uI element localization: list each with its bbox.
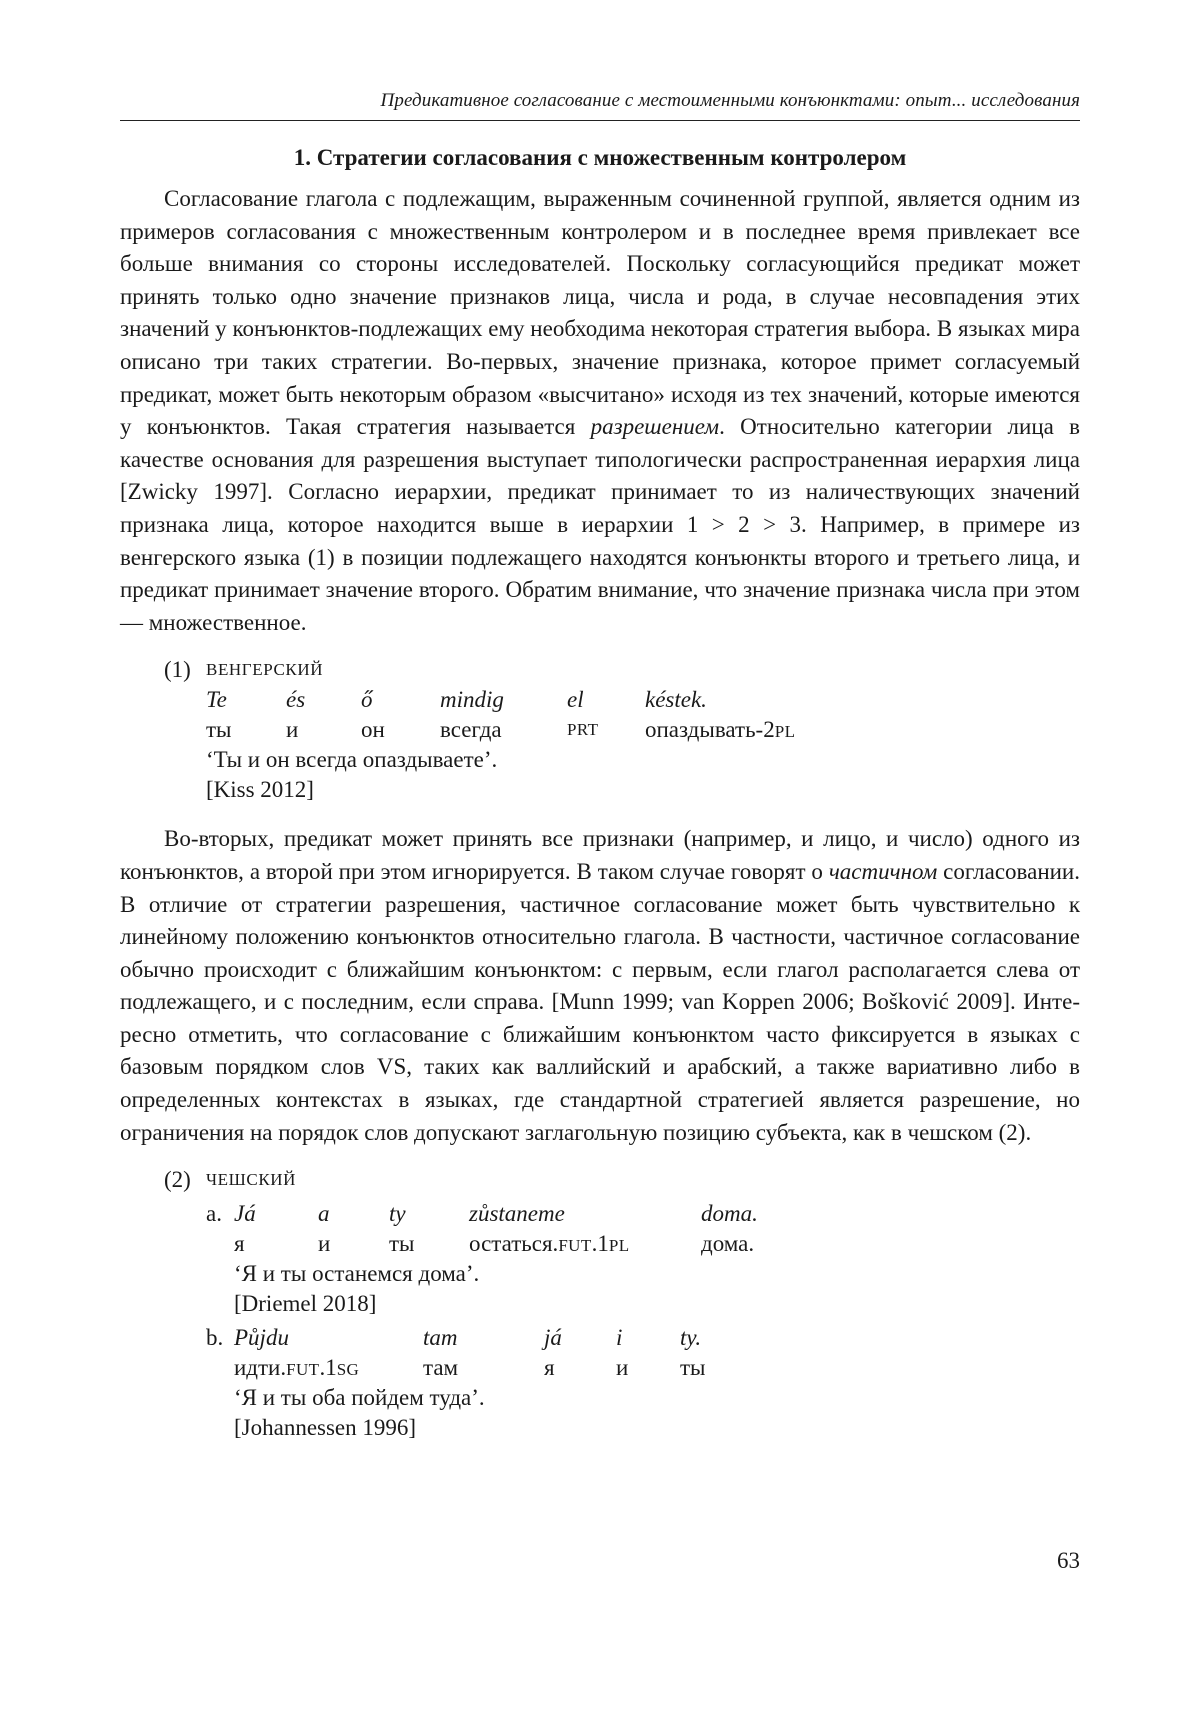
example-gloss: и [318,1231,331,1257]
example-translation: ‘Ты и он всегда опаздываете’. [206,747,498,773]
example-language: ЧЕШСКИЙ [206,1170,297,1190]
example-number: (2) [164,1167,191,1193]
example-gloss: я [544,1355,555,1381]
example-gloss-line [234,1229,1080,1259]
example-word: el [567,687,584,713]
gloss-person: .1 [319,1355,337,1381]
paragraph-2-text-b: согласовании. В отличие от стратегии разрешения, частичное согласование может быть чувствительно к линейному положению конъюнктов относительно глагола. В частности, частичное согласование обычно происходит с ближайшим конъюнктом: с первым, если глагол располагается слева от подлежащего, и с последним, если справа. [Munn 1999; van Koppen 2006; Bošković 2009]. Интересно отметить, что согласование с ближайшим конъюнктом часто фиксируется в языках с базовым порядком слов VS, таких как валлийский и арабский, а также вариативно либо в определенных контекстах в языках, где стандартной стратегией является разрешение, но ограничения на порядок слов допускают заглагольную позицию субъекта, как в чешском (2). [120,858,1080,1145]
example-word: já [544,1325,562,1351]
example-gloss [645,715,795,747]
gloss-stem: идти. [234,1355,287,1381]
term-resolution: разрешением [590,414,720,440]
paragraph-1 [120,183,1080,639]
gloss-abbr: FUT [286,1360,320,1380]
example-gloss: он [361,717,385,743]
example-gloss: ты [389,1231,415,1257]
example-2a [206,1199,1080,1319]
example-gloss: PRT [567,720,599,740]
example-gloss-stem: опаздывать-2 [645,717,775,743]
page [120,90,1080,1443]
example-gloss [234,1353,359,1385]
example-gloss-abbr: PL [774,722,796,742]
example-source-line [234,1323,1080,1353]
example-number: (1) [164,657,191,683]
example-gloss: и [616,1355,629,1381]
example-word: és [286,687,306,713]
example-gloss-line [206,715,1080,745]
example-gloss-line [234,1353,1080,1383]
example-translation: ‘Я и ты останемся дома’. [234,1261,480,1287]
example-word: Půjdu [234,1325,289,1351]
example-word: doma. [701,1201,758,1227]
gloss-stem: остаться. [469,1231,559,1257]
example-word: a [318,1201,330,1227]
paragraph-1-text-b: . Относительно категории лица в качестве основания для разрешения выступает типологически распространенная иерархия лица [Zwicky 1997]. Согласно иерархии, предикат принимает то из наличествующих значений признака лица, которое находится выше в иерархии 1 > 2 > 3. Например, в примере из венгерского языка (1) в позиции подлежащего находятся конъюнкты второго и третьего лица, и предикат принимает значение второго. Обратим внимание, что значение признака числа при этом — множественное. [120,414,1080,635]
example-2 [120,1165,1080,1443]
example-translation: ‘Я и ты оба пойдем туда’. [234,1385,485,1411]
example-gloss: дома. [701,1231,755,1257]
paragraph-1-text-a: Согласование глагола с подлежащим, выраженным сочиненной группой, является одним из примеров согласования с множественным контролером и в последнее время привлекает все больше внимания со стороны исследователей. Поскольку согласующийся предикат может принять только одно значение признаков лица, числа и рода, в случае несовпадения этих значений у конъюнктов-подлежащих ему необходима некоторая стратегия выбора. В языках мира описано три таких стратегии. Во-первых, значение признака, которое примет согласуемый предикат, может быть некоторым образом «высчитано» исходя из тех значений, которые имеются у конъюнктов. Такая стратегия называется [120,186,1080,440]
example-1 [120,655,1080,805]
example-citation: [Driemel 2018] [234,1291,377,1317]
example-gloss: ты [206,717,232,743]
example-word: késtek. [645,687,707,713]
example-word: mindig [440,687,504,713]
example-gloss [469,1229,630,1261]
gloss-abbr: SG [336,1360,360,1380]
example-citation: [Kiss 2012] [206,777,314,803]
gloss-abbr: FUT [558,1236,592,1256]
example-gloss: всегда [440,717,502,743]
example-word: tam [423,1325,458,1351]
example-citation: [Johannessen 1996] [234,1415,417,1441]
running-header: Предикативное согласование с местоименными конъюнктами: опыт... исследования [120,90,1080,121]
example-word: ty [389,1201,406,1227]
gloss-abbr: PL [608,1236,630,1256]
example-letter: b. [206,1325,224,1351]
example-source-line [206,685,1080,715]
example-word: ty. [680,1325,702,1351]
example-word: i [616,1325,623,1351]
example-language: ВЕНГЕРСКИЙ [206,660,324,680]
paragraph-2 [120,823,1080,1149]
page-number: 63 [1057,1548,1080,1573]
example-gloss: ты [680,1355,706,1381]
example-word: Te [206,687,227,713]
example-letter: a. [206,1201,222,1227]
example-word: ő [361,687,373,713]
example-gloss: я [234,1231,245,1257]
gloss-person: .1 [591,1231,609,1257]
example-gloss: там [423,1355,459,1381]
section-title: 1. Стратегии согласования с множественным контролером [293,145,907,170]
example-source-line [234,1199,1080,1229]
example-word: zůstaneme [469,1201,565,1227]
term-partial: частичном [828,858,938,884]
paragraph-2-text-a: Во-вторых, предикат может принять все признаки (например, и лицо, и число) одного из конъюнктов, а второй при этом игнорируется. В таком случае говорят о [120,826,1080,884]
example-gloss: и [286,717,299,743]
example-word: Já [234,1201,256,1227]
example-2b [206,1323,1080,1443]
